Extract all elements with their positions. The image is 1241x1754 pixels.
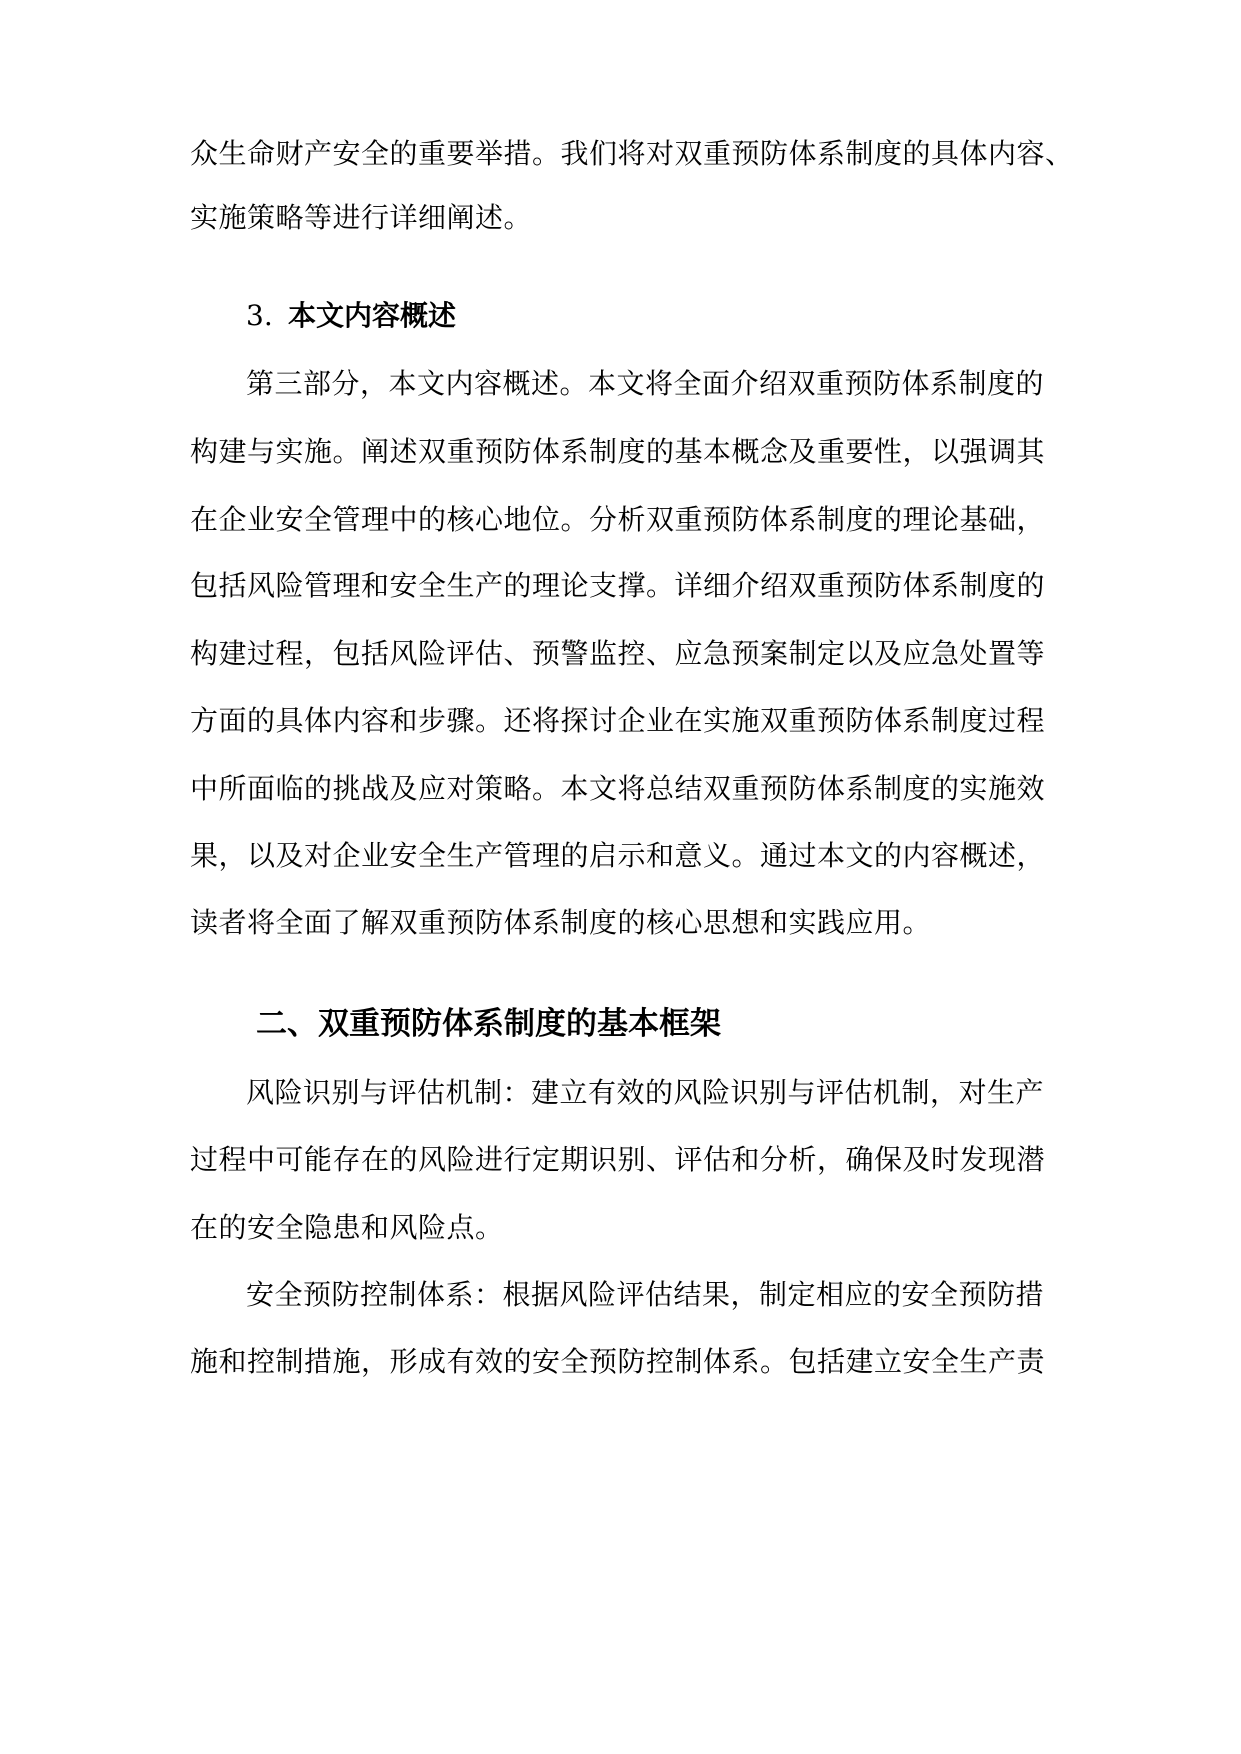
overview-line-7: 中所面临的挑战及应对策略。本文将总结双重预防体系制度的实施效 <box>190 772 1046 805</box>
risk-line-1: 风险识别与评估机制：建立有效的风险识别与评估机制，对生产 <box>246 1076 1045 1109</box>
overview-line-3: 在企业安全管理中的核心地位。分析双重预防体系制度的理论基础， <box>190 503 1046 536</box>
overview-line-6: 方面的具体内容和步骤。还将探讨企业在实施双重预防体系制度过程 <box>190 704 1046 737</box>
section-number: 3. <box>246 299 273 332</box>
overview-line-4: 包括风险管理和安全生产的理论支撑。详细介绍双重预防体系制度的 <box>190 569 1046 602</box>
intro-line-1: 众生命财产安全的重要举措。我们将对双重预防体系制度的具体内容、 <box>190 137 1074 170</box>
control-line-1: 安全预防控制体系：根据风险评估结果，制定相应的安全预防措 <box>246 1278 1045 1311</box>
intro-line-2: 实施策略等进行详细阐述。 <box>190 201 533 234</box>
risk-line-2: 过程中可能存在的风险进行定期识别、评估和分析，确保及时发现潜 <box>190 1143 1046 1176</box>
overview-line-9: 读者将全面了解双重预防体系制度的核心思想和实践应用。 <box>190 906 932 939</box>
chapter-heading: 二、双重预防体系制度的基本框架 <box>256 1006 721 1042</box>
section-heading <box>246 296 456 336</box>
overview-line-8: 果，以及对企业安全生产管理的启示和意义。通过本文的内容概述， <box>190 839 1046 872</box>
overview-line-2: 构建与实施。阐述双重预防体系制度的基本概念及重要性，以强调其 <box>190 435 1046 468</box>
control-line-2: 施和控制措施，形成有效的安全预防控制体系。包括建立安全生产责 <box>190 1345 1046 1378</box>
overview-line-1: 第三部分，本文内容概述。本文将全面介绍双重预防体系制度的 <box>246 367 1045 400</box>
section-title: 本文内容概述 <box>288 299 457 332</box>
risk-line-3: 在的安全隐患和风险点。 <box>190 1211 504 1244</box>
overview-line-5: 构建过程，包括风险评估、预警监控、应急预案制定以及应急处置等 <box>190 637 1046 670</box>
